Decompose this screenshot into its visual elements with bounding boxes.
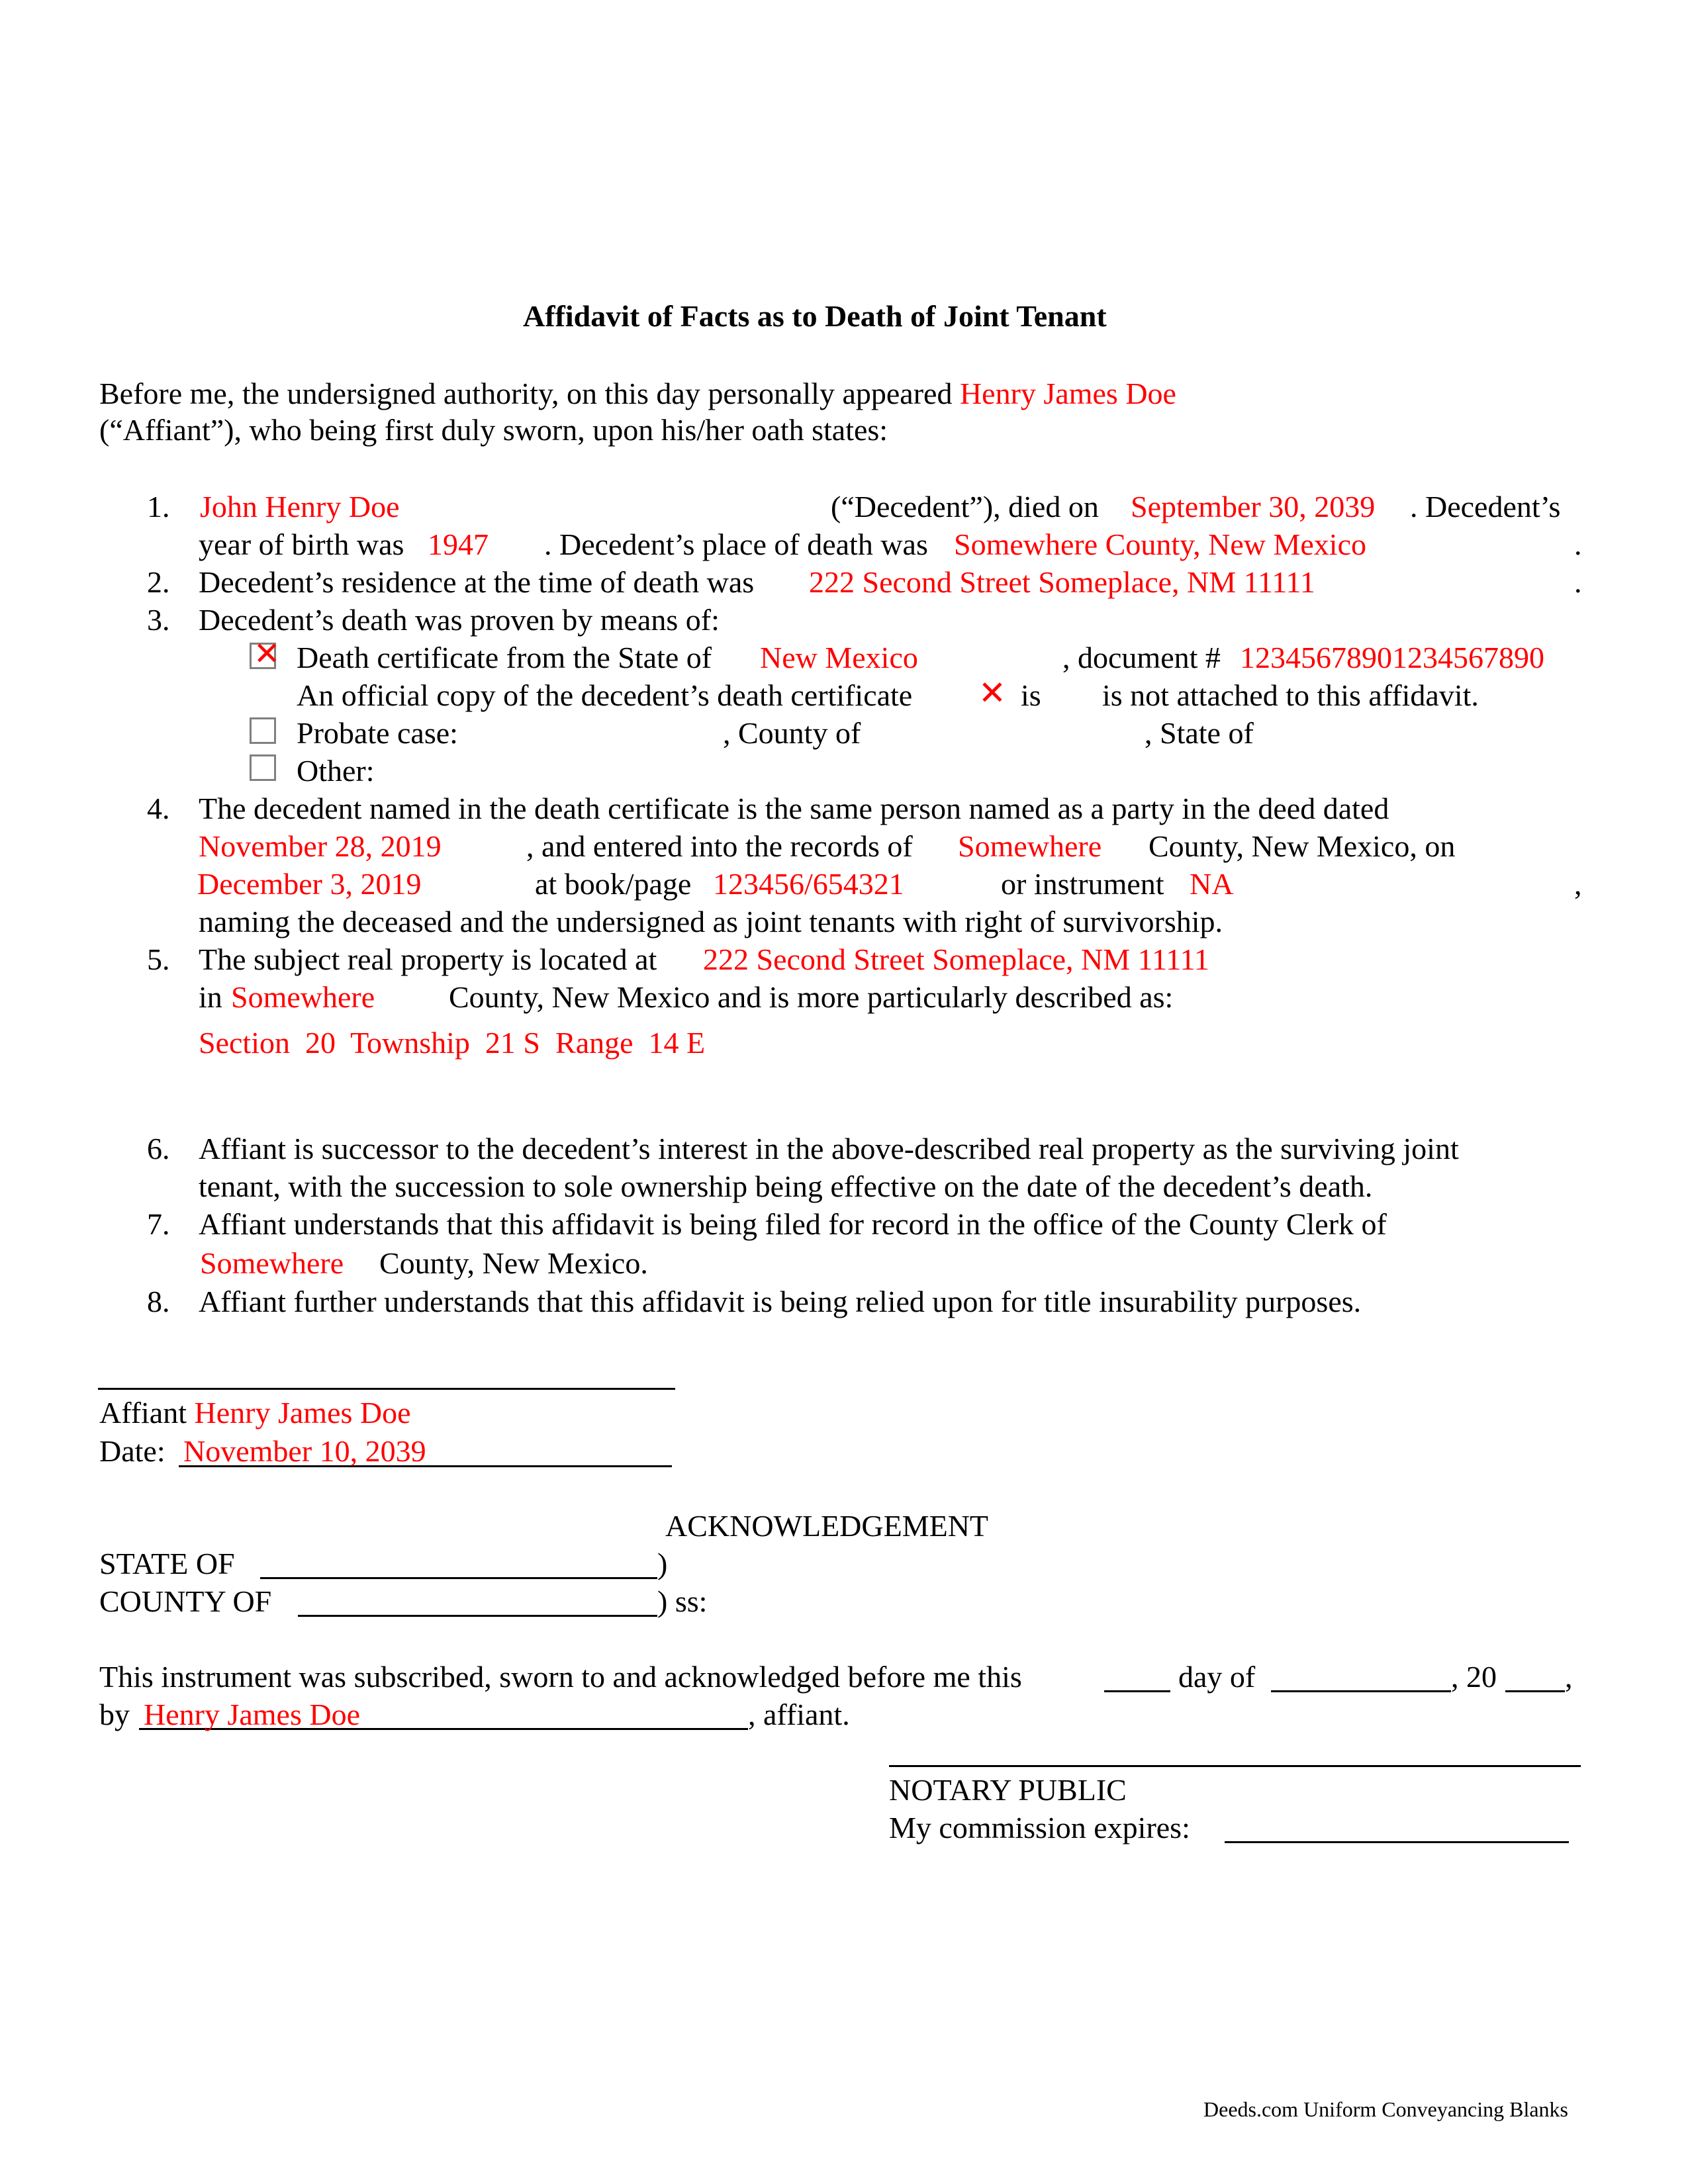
item-4-text-a: , and entered into the records of: [526, 829, 913, 863]
other-label: Other:: [297, 754, 375, 788]
death-date-field[interactable]: September 30, 2039: [1131, 490, 1376, 523]
item-7-text-b: County, New Mexico.: [379, 1246, 648, 1280]
notary-public-label: NOTARY PUBLIC: [889, 1773, 1127, 1807]
state-paren: ): [657, 1547, 668, 1580]
year-line[interactable]: [1505, 1690, 1565, 1692]
item-1-number: 1.: [147, 490, 170, 523]
affiant-suffix: , affiant.: [748, 1698, 850, 1731]
item-4-text-b: County, New Mexico, on: [1149, 829, 1456, 863]
item-7-number: 7.: [147, 1207, 170, 1241]
death-cert-text: Death certificate from the State of: [297, 641, 712, 674]
item-2-number: 2.: [147, 565, 170, 599]
item-6-number: 6.: [147, 1132, 170, 1165]
death-cert-state-field[interactable]: New Mexico: [760, 641, 918, 674]
item-1-text-a: (“Decedent”), died on: [831, 490, 1099, 523]
state-of-label: STATE OF: [99, 1547, 235, 1580]
deed-date-field[interactable]: November 28, 2019: [199, 829, 442, 863]
instrument-label: or instrument: [1001, 867, 1164, 901]
acknowledgement-heading: ACKNOWLEDGEMENT: [665, 1509, 989, 1543]
item-6-line-1: Affiant is successor to the decedent’s interest in the above-described real property as the surviving joint: [199, 1132, 1459, 1165]
county-of-line[interactable]: [298, 1615, 657, 1617]
record-date-field[interactable]: December 3, 2019: [197, 867, 422, 901]
year-comma: ,: [1565, 1660, 1573, 1694]
probate-state-label: , State of: [1145, 716, 1254, 750]
book-page-field[interactable]: 123456/654321: [713, 867, 904, 901]
intro-affiant-name[interactable]: Henry James Doe: [959, 377, 1176, 410]
property-address-field[interactable]: 222 Second Street Someplace, NM 11111: [703, 942, 1209, 976]
item-3-text: Decedent’s death was proven by means of:: [199, 603, 720, 637]
item-5-in: in: [199, 980, 222, 1014]
item-8-number: 8.: [147, 1285, 170, 1318]
notary-signature-line[interactable]: [889, 1765, 1581, 1767]
property-county-field[interactable]: Somewhere: [231, 980, 375, 1014]
item-1-text-c: year of birth was: [199, 527, 404, 561]
state-of-line[interactable]: [260, 1577, 657, 1579]
probate-case-checkbox[interactable]: [250, 717, 276, 744]
year-prefix: , 20: [1451, 1660, 1497, 1694]
copy-is-text: is: [1021, 678, 1041, 712]
item-1-text-b: . Decedent’s: [1410, 490, 1561, 523]
affiant-name-field[interactable]: Henry James Doe: [194, 1396, 411, 1430]
by-label: by: [99, 1698, 130, 1731]
affiant-signature-row: [99, 1398, 411, 1428]
item-4-line-4: naming the deceased and the undersigned as joint tenants with right of survivorship.: [199, 905, 1223, 938]
death-place-field[interactable]: Somewhere County, New Mexico: [954, 527, 1366, 561]
footer-text: Deeds.com Uniform Conveyancing Blanks: [1203, 2097, 1568, 2121]
certificate-copy-text: An official copy of the decedent’s death certificate: [297, 678, 913, 712]
item-7-line-1: Affiant understands that this affidavit is being filed for record in the office of the County Clerk of: [199, 1207, 1387, 1241]
ack-affiant-name-field[interactable]: Henry James Doe: [144, 1698, 361, 1731]
legal-description-field[interactable]: Section 20 Township 21 S Range 14 E: [199, 1026, 706, 1060]
document-number-field[interactable]: 12345678901234567890: [1240, 641, 1544, 674]
clerk-county-field[interactable]: Somewhere: [200, 1246, 344, 1280]
item-2-period: .: [1574, 565, 1582, 599]
sworn-text: This instrument was subscribed, sworn to and acknowledged before me this: [99, 1660, 1022, 1694]
document-number-label: , document #: [1062, 641, 1221, 674]
intro-line-2: (“Affiant”), who being first duly sworn, upon his/her oath states:: [99, 413, 888, 447]
birth-year-field[interactable]: 1947: [428, 527, 489, 561]
intro-line-1: [99, 379, 1176, 409]
item-8-text: Affiant further understands that this affidavit is being relied upon for title insurability purposes.: [199, 1285, 1362, 1318]
copy-is-not-text: is not attached to this affidavit.: [1102, 678, 1479, 712]
item-5-number: 5.: [147, 942, 170, 976]
item-3-number: 3.: [147, 603, 170, 637]
affiant-signature-line[interactable]: [98, 1388, 675, 1390]
attached-x-mark-icon[interactable]: ✕: [978, 674, 1006, 712]
instrument-field[interactable]: NA: [1190, 867, 1234, 901]
records-county-field[interactable]: Somewhere: [958, 829, 1102, 863]
intro-text: Before me, the undersigned authority, on this day personally appeared: [99, 377, 953, 410]
signature-date-field[interactable]: November 10, 2039: [183, 1434, 426, 1468]
affiant-label: Affiant: [99, 1396, 187, 1430]
date-label: Date:: [99, 1434, 165, 1468]
item-5-text: The subject real property is located at: [199, 942, 657, 976]
item-4-line-1: The decedent named in the death certificate is the same person named as a party in the deed dated: [199, 792, 1389, 825]
checked-x-icon: ✕: [254, 635, 281, 672]
county-ss: ) ss:: [657, 1584, 708, 1618]
item-4-number: 4.: [147, 792, 170, 825]
month-line[interactable]: [1271, 1690, 1451, 1692]
item-6-line-2: tenant, with the succession to sole ownership being effective on the date of the decedent’s death.: [199, 1169, 1373, 1203]
item-1-text-d: . Decedent’s place of death was: [544, 527, 928, 561]
death-certificate-checkbox[interactable]: [250, 635, 281, 672]
book-page-label: at book/page: [535, 867, 692, 901]
probate-county-label: , County of: [723, 716, 861, 750]
day-line[interactable]: [1104, 1690, 1170, 1692]
item-4-comma: ,: [1574, 867, 1582, 901]
residence-field[interactable]: 222 Second Street Someplace, NM 11111: [809, 565, 1315, 599]
item-5-text-b: County, New Mexico and is more particularly described as:: [449, 980, 1174, 1014]
probate-case-label: Probate case:: [297, 716, 458, 750]
item-2-text: Decedent’s residence at the time of death was: [199, 565, 755, 599]
other-checkbox[interactable]: [250, 754, 276, 781]
day-of-label: day of: [1178, 1660, 1256, 1694]
commission-expires-line[interactable]: [1225, 1841, 1569, 1843]
commission-expires-label: My commission expires:: [889, 1811, 1190, 1844]
document-title: Affidavit of Facts as to Death of Joint Tenant: [523, 299, 1107, 333]
county-of-label: COUNTY OF: [99, 1584, 272, 1618]
decedent-name-field[interactable]: John Henry Doe: [200, 490, 400, 523]
item-1-period: .: [1574, 527, 1582, 561]
